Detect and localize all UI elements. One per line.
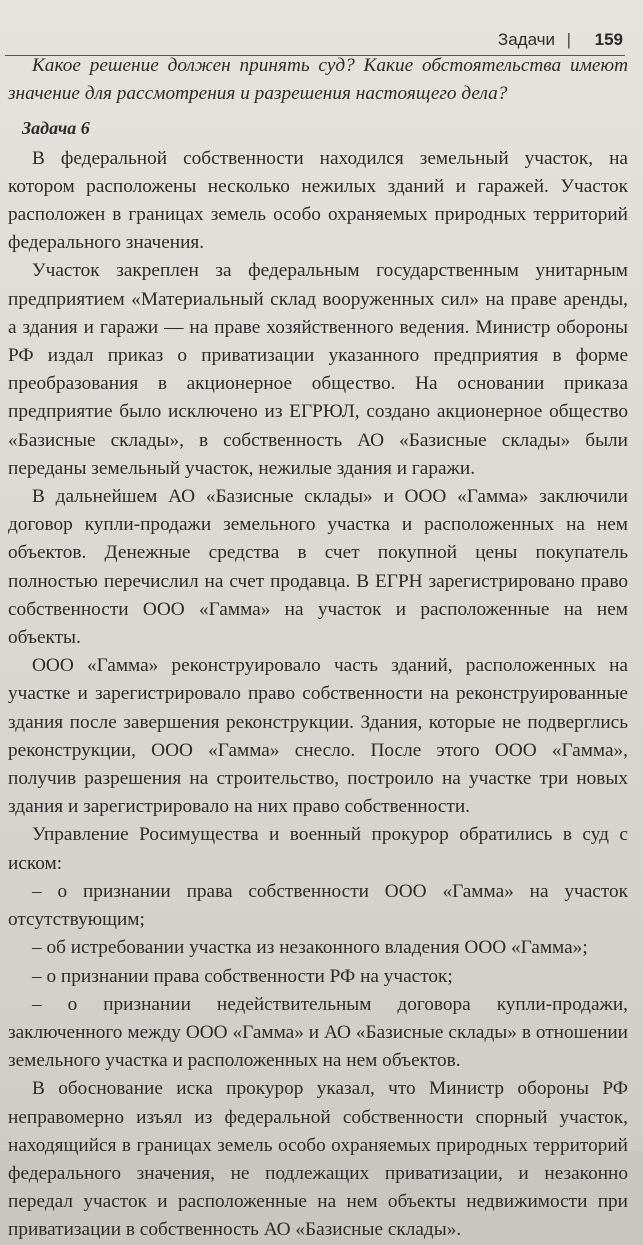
final-paragraph: В обоснование иска прокурор указал, что Министр обороны РФ неправомерно изъял из федеральной собственности спорный участок, находящийся в границах земель особо охраняемых природных территорий федерального значения, не подлежащих приватизации, и незаконно передал участок и расположенные на нем объекты недвижимости при приватизации в собственность АО «Базисные склады». [8,1078,628,1241]
paragraph-2: Участок закреплен за федеральным государственным унитарным предприятием «Материальный склад вооруженных сил» на праве аренды, а здания и гаражи — на праве хозяйственного ведения. Министр обороны РФ издал приказ о приватизации указанного предприятия в форме преобразования в акционерное общество. На основании приказа предприятие было исключено из ЕГРЮЛ, создано акционерное общество «Базисные склады», в собственность АО «Базисные склады» были переданы земельный участок, нежилые здания и гаражи. [8,260,628,479]
question-text: Какое решение должен принять суд? Какие обстоятельства имеют значение для рассмотрения и разрешения настоящего дела? [8,55,628,105]
claim-item: – о признании права собственности РФ на участок; [32,965,453,987]
paragraph-5: Управление Росимущества и военный прокурор обратились в суд с иском: [8,824,628,874]
paragraph-1: В федеральной собственности находился земельный участок, на котором расположены несколько нежилых зданий и гаражей. Участок расположен в границах земель особо охраняемых природных территорий федерального значения. [8,147,628,254]
task-heading: Задача 6 [22,118,90,139]
paragraph-4: ООО «Гамма» реконструировало часть зданий, расположенных на участке и зарегистрировало право собственности на реконструированные здания после завершения реконструкции. Здания, которые не подверглись реконструкции, ООО «Гамма» снесло. После этого ООО «Гамма», получив разрешения на строительство, построило на участке три новых здания и зарегистрировало на них право собственности. [8,655,628,818]
header-separator: | [566,30,571,49]
claim-item: – о признании права собственности ООО «Гамма» на участок отсутствующим; [8,880,628,931]
page-number: 159 [594,30,623,49]
claim-item: – об истребовании участка из незаконного владения ООО «Гамма»; [32,937,588,959]
section-title: Задачи [497,30,555,49]
paragraph-3: В дальнейшем АО «Базисные склады» и ООО «Гамма» заключили договор купли-продажи земельного участка и расположенных на нем объектов. Денежные средства в счет покупной цены покупатель полностью перечислил на счет продавца. В ЕГРН зарегистрировано право собственности ООО «Гамма» на участок и расположенные на нем объекты. [8,486,628,649]
claim-item: – о признании недействительным договора купли-продажи, заключенного между ООО «Гамма» и АО «Базисные склады» в отношении земельного участка и расположенных на нем объектов. [8,993,628,1072]
page-body [8,52,628,1245]
